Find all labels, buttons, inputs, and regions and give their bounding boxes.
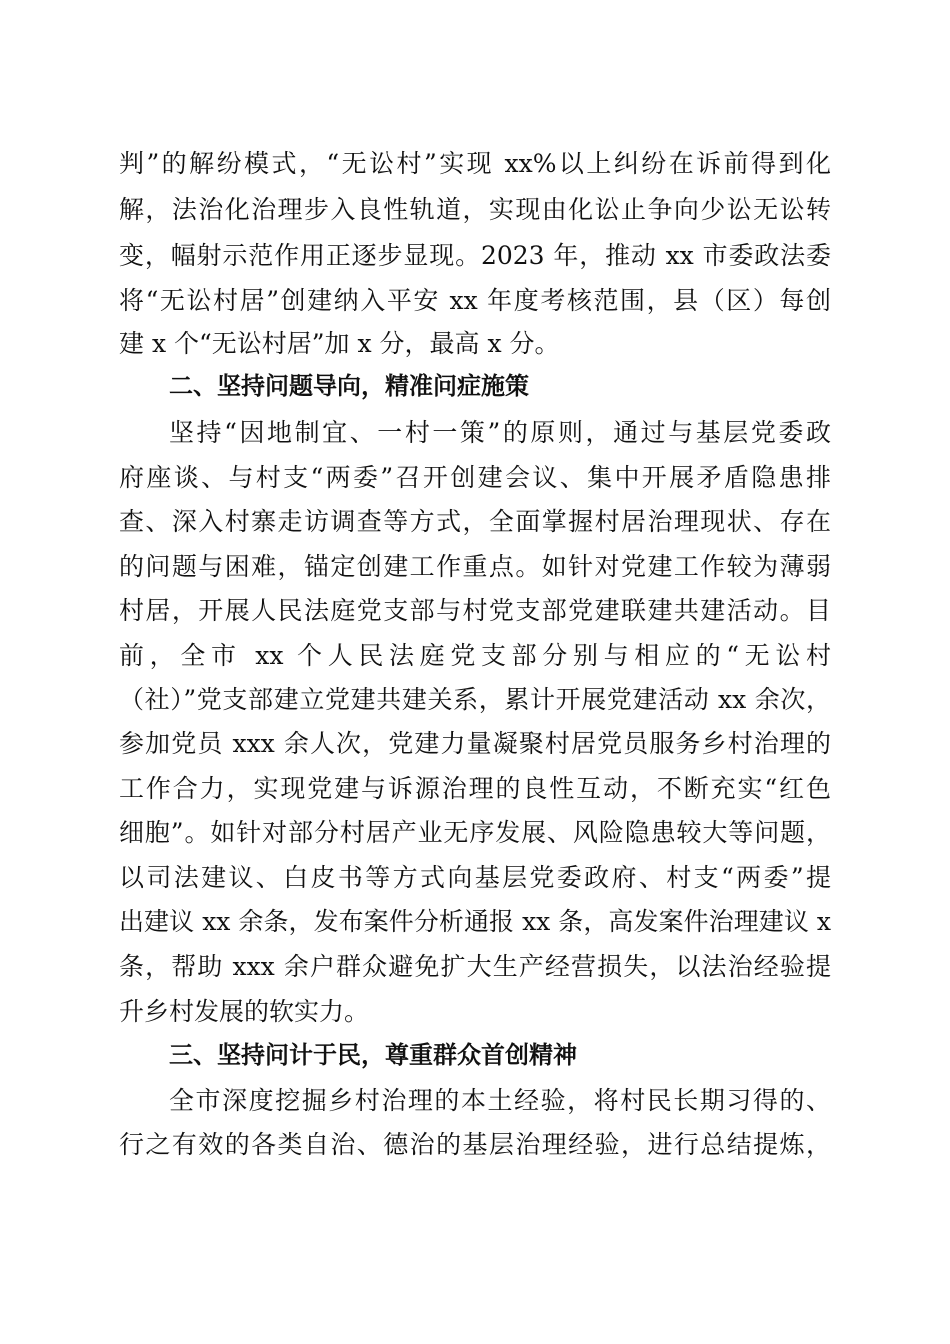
paragraph-2-line-6: 前，全市 xx 个人民法庭党支部分别与相应的“无讼村 <box>119 641 831 670</box>
paragraph-2-line-2: 府座谈、与村支“两委”召开创建会议、集中开展矛盾隐患排 <box>119 463 831 492</box>
paragraph-3-line-1: 全市深度挖掘乡村治理的本土经验，将村民长期习得的、 <box>169 1086 831 1115</box>
section-heading-3: 三、坚持问计于民，尊重群众首创精神 <box>169 1041 577 1069</box>
paragraph-2-line-12: 出建议 xx 余条，发布案件分析通报 xx 条，高发案件治理建议 x <box>119 907 831 936</box>
section-heading-2: 二、坚持问题导向，精准问症施策 <box>169 372 529 400</box>
paragraph-2-line-8: 参加党员 xxx 余人次，党建力量凝聚村居党员服务乡村治理的 <box>119 729 831 758</box>
paragraph-2-line-4: 的问题与困难，锚定创建工作重点。如针对党建工作较为薄弱 <box>119 552 831 581</box>
paragraph-2-line-5: 村居，开展人民法庭党支部与村党支部党建联建共建活动。目 <box>119 596 831 625</box>
paragraph-2-line-13: 条，帮助 xxx 余户群众避免扩大生产经营损失，以法治经验提 <box>119 952 831 981</box>
paragraph-2-line-10: 细胞”。如针对部分村居产业无序发展、风险隐患较大等问题， <box>119 818 831 847</box>
paragraph-2-line-11: 以司法建议、白皮书等方式向基层党委政府、村支“两委”提 <box>119 863 831 892</box>
paragraph-2-line-7: （社）”党支部建立党建共建关系，累计开展党建活动 xx 余次， <box>119 685 831 714</box>
paragraph-1-line-2: 解，法治化治理步入良性轨道，实现由化讼止争向少讼无讼转 <box>119 195 831 224</box>
paragraph-1-line-4: 将“无讼村居”创建纳入平安 xx 年度考核范围，县（区）每创 <box>119 286 831 315</box>
paragraph-2-line-14: 升乡村发展的软实力。 <box>119 997 370 1026</box>
paragraph-1-line-3: 变，幅射示范作用正逐步显现。2023 年，推动 xx 市委政法委 <box>119 241 831 270</box>
paragraph-2-line-1: 坚持“因地制宜、一村一策”的原则，通过与基层党委政 <box>169 418 831 447</box>
paragraph-2-line-3: 查、深入村寨走访调查等方式，全面掌握村居治理现状、存在 <box>119 507 831 536</box>
paragraph-2-line-9: 工作合力，实现党建与诉源治理的良性互动，不断充实“红色 <box>119 774 831 803</box>
paragraph-1-line-1: 判”的解纷模式，“无讼村”实现 xx%以上纠纷在诉前得到化 <box>119 149 831 178</box>
paragraph-1-line-5: 建 x 个“无讼村居”加 x 分，最高 x 分。 <box>119 329 560 358</box>
paragraph-3-line-2: 行之有效的各类自治、德治的基层治理经验，进行总结提炼， <box>119 1130 831 1159</box>
